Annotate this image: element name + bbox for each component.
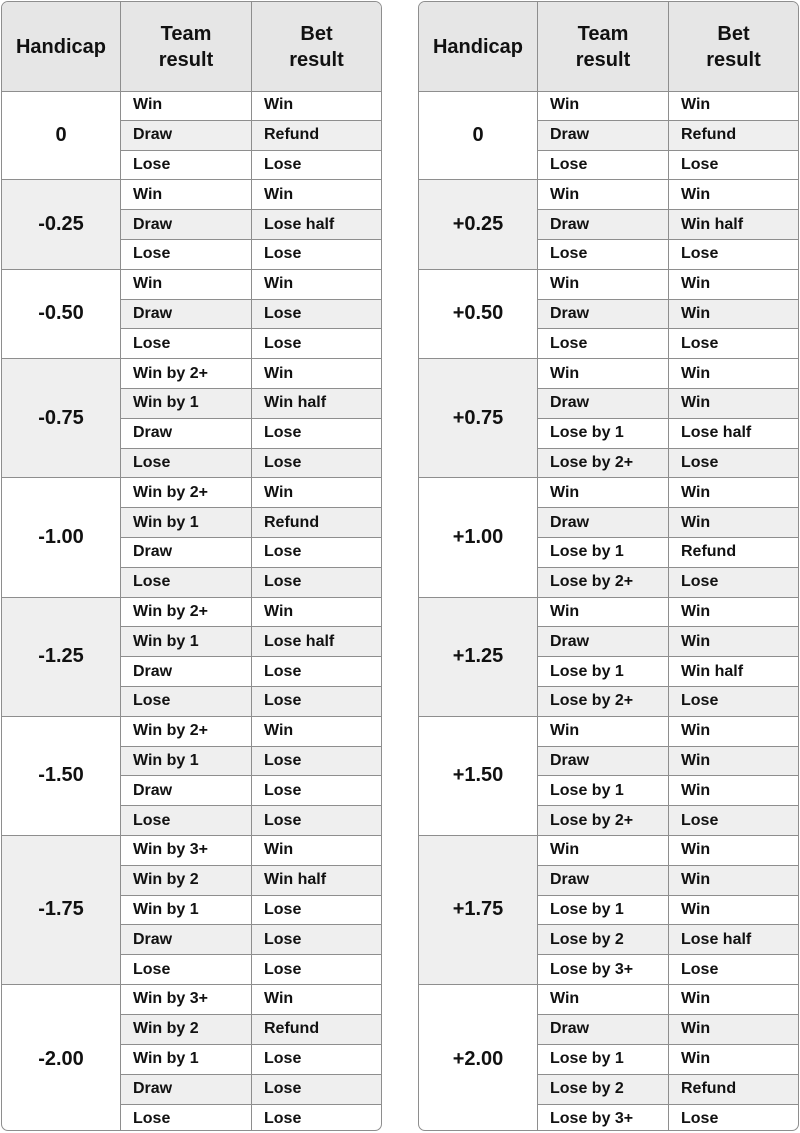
bet-result-cell: Lose half bbox=[681, 424, 752, 442]
handicap-value: 0 bbox=[419, 91, 538, 179]
table-row bbox=[121, 866, 381, 896]
team-result-cell: Win bbox=[121, 91, 252, 120]
result-rows bbox=[121, 985, 381, 1131]
bet-result-cell: Win half bbox=[264, 871, 327, 889]
team-result-cell: Draw bbox=[121, 419, 252, 448]
handicap-value: +1.00 bbox=[419, 478, 538, 596]
handicap-group bbox=[2, 598, 381, 717]
table-row bbox=[538, 270, 798, 300]
table-row bbox=[121, 359, 381, 389]
bet-result-cell: Lose bbox=[264, 1050, 302, 1068]
handicap-group bbox=[419, 478, 798, 597]
table-row bbox=[538, 1075, 798, 1105]
table-row bbox=[121, 985, 381, 1015]
bet-result-cell: Lose half bbox=[264, 632, 335, 650]
handicap-value: 0 bbox=[2, 91, 121, 179]
team-result-cell: Win by 1 bbox=[121, 747, 252, 776]
table-row bbox=[538, 598, 798, 628]
bet-result-cell: Lose bbox=[681, 573, 719, 591]
handicap-value: -0.50 bbox=[2, 270, 121, 358]
team-result-cell: Lose by 2+ bbox=[538, 568, 669, 597]
handicap-table-left bbox=[1, 1, 382, 1131]
team-result-cell: Lose by 2+ bbox=[538, 806, 669, 835]
table-row bbox=[538, 568, 798, 597]
bet-result-cell: Lose bbox=[264, 543, 302, 561]
table-row bbox=[538, 657, 798, 687]
team-result-cell: Win by 1 bbox=[121, 1045, 252, 1074]
handicap-group bbox=[2, 717, 381, 836]
team-result-cell: Lose by 1 bbox=[538, 419, 669, 448]
table-row bbox=[538, 329, 798, 358]
bet-result-cell: Lose bbox=[264, 692, 302, 710]
bet-result-cell: Win bbox=[681, 513, 711, 531]
table-row bbox=[538, 151, 798, 180]
result-rows bbox=[121, 836, 381, 984]
bet-result-cell: Lose bbox=[264, 453, 302, 471]
team-result-cell: Win bbox=[121, 270, 252, 299]
bet-result-cell: Win bbox=[264, 185, 294, 203]
bet-result-cell: Lose half bbox=[681, 930, 752, 948]
handicap-value: +0.50 bbox=[419, 270, 538, 358]
bet-result-cell: Win half bbox=[681, 215, 744, 233]
table-row bbox=[121, 836, 381, 866]
bet-result-cell: Lose bbox=[681, 155, 719, 173]
bet-result-cell: Lose bbox=[264, 245, 302, 263]
team-result-cell: Win by 2+ bbox=[121, 478, 252, 507]
table-row bbox=[121, 508, 381, 538]
team-result-cell: Lose by 1 bbox=[538, 1045, 669, 1074]
bet-result-cell: Lose bbox=[681, 453, 719, 471]
table-row bbox=[538, 389, 798, 419]
bet-result-cell: Win bbox=[681, 185, 711, 203]
table-row bbox=[121, 568, 381, 597]
bet-result-cell: Lose bbox=[681, 692, 719, 710]
handicap-group bbox=[419, 359, 798, 478]
team-result-cell: Draw bbox=[538, 300, 669, 329]
bet-result-cell: Win bbox=[681, 751, 711, 769]
table-row bbox=[538, 866, 798, 896]
handicap-group bbox=[2, 270, 381, 359]
table-row bbox=[121, 329, 381, 358]
team-result-cell: Win bbox=[538, 598, 669, 627]
handicap-group bbox=[2, 359, 381, 478]
bet-result-cell: Lose bbox=[264, 960, 302, 978]
team-result-cell: Win by 1 bbox=[121, 508, 252, 537]
bet-result-cell: Refund bbox=[681, 1080, 737, 1098]
handicap-value: -0.25 bbox=[2, 180, 121, 268]
bet-result-cell: Win bbox=[681, 275, 711, 293]
table-row bbox=[538, 1045, 798, 1075]
bet-result-cell: Lose bbox=[264, 811, 302, 829]
handicap-value: -0.75 bbox=[2, 359, 121, 477]
team-result-cell: Lose by 1 bbox=[538, 896, 669, 925]
team-result-cell: Win by 2+ bbox=[121, 717, 252, 746]
team-result-cell: Win bbox=[538, 359, 669, 388]
table-row bbox=[121, 270, 381, 300]
result-rows bbox=[538, 717, 798, 835]
table-row bbox=[121, 210, 381, 240]
team-result-cell: Lose bbox=[121, 955, 252, 984]
table-row bbox=[121, 687, 381, 716]
team-result-cell: Draw bbox=[121, 776, 252, 805]
handicap-value: +0.25 bbox=[419, 180, 538, 268]
bet-result-cell: Win bbox=[264, 483, 294, 501]
team-result-cell: Win bbox=[538, 985, 669, 1014]
team-result-cell: Lose by 1 bbox=[538, 776, 669, 805]
handicap-table-right bbox=[418, 1, 799, 1131]
table-row bbox=[121, 300, 381, 330]
team-result-cell: Win by 2 bbox=[121, 866, 252, 895]
bet-result-cell: Lose bbox=[264, 930, 302, 948]
table-row bbox=[538, 1015, 798, 1045]
bet-result-cell: Win half bbox=[264, 394, 327, 412]
team-result-cell: Lose bbox=[538, 240, 669, 269]
bet-result-cell: Refund bbox=[681, 543, 737, 561]
handicap-value: -1.75 bbox=[2, 836, 121, 984]
bet-result-cell: Win bbox=[681, 1050, 711, 1068]
team-result-cell: Win bbox=[538, 270, 669, 299]
result-rows bbox=[538, 270, 798, 358]
handicap-value: -1.25 bbox=[2, 598, 121, 716]
team-result-cell: Lose by 2+ bbox=[538, 449, 669, 478]
table-body bbox=[419, 91, 798, 1130]
result-rows bbox=[538, 91, 798, 179]
bet-result-cell: Win bbox=[681, 990, 711, 1008]
table-row bbox=[538, 836, 798, 866]
bet-result-cell: Win bbox=[681, 364, 711, 382]
handicap-group bbox=[2, 985, 381, 1131]
handicap-group bbox=[2, 478, 381, 597]
team-result-cell: Win bbox=[538, 180, 669, 209]
header-team-result: Team result bbox=[121, 2, 252, 91]
team-result-cell: Lose bbox=[121, 806, 252, 835]
bet-result-cell: Win bbox=[681, 304, 711, 322]
bet-result-cell: Lose bbox=[681, 960, 719, 978]
table-row bbox=[538, 627, 798, 657]
team-result-cell: Draw bbox=[121, 300, 252, 329]
table-row bbox=[538, 896, 798, 926]
team-result-cell: Draw bbox=[538, 627, 669, 656]
table-row bbox=[538, 1105, 798, 1131]
bet-result-cell: Lose bbox=[264, 1080, 302, 1098]
bet-result-cell: Refund bbox=[681, 126, 737, 144]
result-rows bbox=[121, 359, 381, 477]
result-rows bbox=[538, 836, 798, 984]
table-row bbox=[121, 1015, 381, 1045]
team-result-cell: Draw bbox=[121, 925, 252, 954]
result-rows bbox=[538, 598, 798, 716]
team-result-cell: Draw bbox=[121, 657, 252, 686]
result-rows bbox=[121, 91, 381, 179]
team-result-cell: Win bbox=[538, 717, 669, 746]
team-result-cell: Win by 2+ bbox=[121, 359, 252, 388]
header-bet-result: Bet result bbox=[706, 22, 761, 71]
result-rows bbox=[121, 180, 381, 268]
team-result-cell: Win by 2 bbox=[121, 1015, 252, 1044]
table-row bbox=[121, 776, 381, 806]
bet-result-cell: Lose bbox=[264, 662, 302, 680]
bet-result-cell: Lose bbox=[264, 573, 302, 591]
handicap-value: +1.25 bbox=[419, 598, 538, 716]
team-result-cell: Lose bbox=[121, 240, 252, 269]
table-row bbox=[121, 449, 381, 478]
team-result-cell: Win bbox=[538, 836, 669, 865]
bet-result-cell: Win bbox=[681, 841, 711, 859]
table-row bbox=[121, 240, 381, 269]
bet-result-cell: Lose bbox=[681, 1110, 719, 1128]
handicap-group bbox=[419, 836, 798, 985]
bet-result-cell: Refund bbox=[264, 1020, 320, 1038]
bet-result-cell: Lose bbox=[264, 1110, 302, 1128]
table-row bbox=[121, 478, 381, 508]
table-row bbox=[538, 121, 798, 151]
team-result-cell: Draw bbox=[121, 538, 252, 567]
bet-result-cell: Win bbox=[681, 781, 711, 799]
bet-result-cell: Win bbox=[264, 275, 294, 293]
bet-result-cell: Lose bbox=[264, 304, 302, 322]
bet-result-cell: Lose half bbox=[264, 215, 335, 233]
team-result-cell: Draw bbox=[121, 1075, 252, 1104]
bet-result-cell: Win bbox=[681, 483, 711, 501]
table-row bbox=[121, 747, 381, 777]
table-header bbox=[419, 2, 798, 92]
handicap-value: -1.50 bbox=[2, 717, 121, 835]
handicap-group bbox=[419, 985, 798, 1131]
team-result-cell: Draw bbox=[538, 389, 669, 418]
team-result-cell: Win bbox=[538, 478, 669, 507]
table-row bbox=[121, 121, 381, 151]
handicap-group bbox=[2, 180, 381, 269]
table-row bbox=[538, 806, 798, 835]
bet-result-cell: Lose bbox=[681, 245, 719, 263]
team-result-cell: Lose bbox=[121, 449, 252, 478]
team-result-cell: Draw bbox=[538, 508, 669, 537]
team-result-cell: Lose by 2 bbox=[538, 1075, 669, 1104]
bet-result-cell: Win bbox=[681, 1020, 711, 1038]
team-result-cell: Win by 1 bbox=[121, 896, 252, 925]
table-row bbox=[538, 776, 798, 806]
team-result-cell: Lose by 1 bbox=[538, 538, 669, 567]
table-row bbox=[538, 359, 798, 389]
table-row bbox=[121, 717, 381, 747]
team-result-cell: Lose by 3+ bbox=[538, 1105, 669, 1131]
table-row bbox=[538, 925, 798, 955]
result-rows bbox=[538, 478, 798, 596]
bet-result-cell: Win bbox=[264, 364, 294, 382]
table-row bbox=[121, 1105, 381, 1131]
table-body bbox=[2, 91, 381, 1130]
handicap-group bbox=[2, 836, 381, 985]
bet-result-cell: Lose bbox=[681, 334, 719, 352]
team-result-cell: Win by 3+ bbox=[121, 985, 252, 1014]
table-row bbox=[121, 925, 381, 955]
table-row bbox=[538, 985, 798, 1015]
team-result-cell: Lose bbox=[121, 329, 252, 358]
table-row bbox=[538, 955, 798, 984]
team-result-cell: Draw bbox=[538, 1015, 669, 1044]
result-rows bbox=[121, 478, 381, 596]
team-result-cell: Win by 1 bbox=[121, 627, 252, 656]
handicap-value: +1.75 bbox=[419, 836, 538, 984]
table-row bbox=[121, 389, 381, 419]
table-row bbox=[538, 449, 798, 478]
team-result-cell: Lose by 1 bbox=[538, 657, 669, 686]
bet-result-cell: Win bbox=[681, 871, 711, 889]
team-result-cell: Draw bbox=[121, 121, 252, 150]
team-result-cell: Win bbox=[538, 91, 669, 120]
bet-result-cell: Lose bbox=[264, 900, 302, 918]
team-result-cell: Lose bbox=[121, 151, 252, 180]
handicap-value: -1.00 bbox=[2, 478, 121, 596]
table-row bbox=[121, 419, 381, 449]
result-rows bbox=[121, 717, 381, 835]
bet-result-cell: Win bbox=[264, 96, 294, 114]
team-result-cell: Lose by 2+ bbox=[538, 687, 669, 716]
table-row bbox=[538, 508, 798, 538]
table-row bbox=[538, 478, 798, 508]
table-row bbox=[538, 91, 798, 121]
table-row bbox=[538, 538, 798, 568]
bet-result-cell: Win bbox=[681, 96, 711, 114]
handicap-group bbox=[419, 717, 798, 836]
team-result-cell: Lose bbox=[121, 568, 252, 597]
team-result-cell: Draw bbox=[538, 866, 669, 895]
handicap-group bbox=[2, 91, 381, 180]
bet-result-cell: Win bbox=[681, 602, 711, 620]
team-result-cell: Lose bbox=[121, 687, 252, 716]
handicap-group bbox=[419, 270, 798, 359]
team-result-cell: Lose bbox=[538, 329, 669, 358]
team-result-cell: Lose by 2 bbox=[538, 925, 669, 954]
bet-result-cell: Win bbox=[264, 722, 294, 740]
team-result-cell: Draw bbox=[538, 210, 669, 239]
table-row bbox=[538, 180, 798, 210]
bet-result-cell: Win bbox=[264, 990, 294, 1008]
handicap-value: -2.00 bbox=[2, 985, 121, 1131]
header-handicap: Handicap bbox=[419, 2, 538, 91]
bet-result-cell: Win bbox=[264, 841, 294, 859]
table-row bbox=[121, 598, 381, 628]
team-result-cell: Win by 1 bbox=[121, 389, 252, 418]
team-result-cell: Draw bbox=[121, 210, 252, 239]
header-handicap: Handicap bbox=[2, 2, 121, 91]
bet-result-cell: Refund bbox=[264, 513, 320, 531]
team-result-cell: Lose bbox=[538, 151, 669, 180]
team-result-cell: Draw bbox=[538, 747, 669, 776]
table-header bbox=[2, 2, 381, 92]
table-row bbox=[121, 538, 381, 568]
table-row bbox=[121, 955, 381, 984]
bet-result-cell: Lose bbox=[264, 424, 302, 442]
result-rows bbox=[121, 598, 381, 716]
table-row bbox=[538, 717, 798, 747]
team-result-cell: Win by 3+ bbox=[121, 836, 252, 865]
table-row bbox=[121, 1045, 381, 1075]
team-result-cell: Win by 2+ bbox=[121, 598, 252, 627]
bet-result-cell: Lose bbox=[264, 751, 302, 769]
bet-result-cell: Win bbox=[681, 900, 711, 918]
header-team-result: Team result bbox=[538, 2, 669, 91]
handicap-group bbox=[419, 598, 798, 717]
table-row bbox=[121, 806, 381, 835]
bet-result-cell: Win bbox=[681, 394, 711, 412]
table-row bbox=[121, 627, 381, 657]
bet-result-cell: Win bbox=[681, 722, 711, 740]
handicap-value: +1.50 bbox=[419, 717, 538, 835]
table-row bbox=[538, 419, 798, 449]
header-bet-result: Bet result bbox=[289, 22, 344, 71]
bet-result-cell: Win bbox=[264, 602, 294, 620]
bet-result-cell: Lose bbox=[264, 334, 302, 352]
team-result-cell: Lose by 3+ bbox=[538, 955, 669, 984]
result-rows bbox=[538, 180, 798, 268]
bet-result-cell: Win half bbox=[681, 662, 744, 680]
result-rows bbox=[121, 270, 381, 358]
bet-result-cell: Lose bbox=[264, 781, 302, 799]
table-row bbox=[121, 896, 381, 926]
bet-result-cell: Lose bbox=[681, 811, 719, 829]
table-row bbox=[121, 151, 381, 180]
bet-result-cell: Refund bbox=[264, 126, 320, 144]
table-row bbox=[538, 240, 798, 269]
bet-result-cell: Lose bbox=[264, 155, 302, 173]
table-row bbox=[121, 91, 381, 121]
table-row bbox=[538, 687, 798, 716]
team-result-cell: Win bbox=[121, 180, 252, 209]
team-result-cell: Lose bbox=[121, 1105, 252, 1131]
handicap-value: +0.75 bbox=[419, 359, 538, 477]
table-row bbox=[538, 300, 798, 330]
bet-result-cell: Win bbox=[681, 632, 711, 650]
table-row bbox=[538, 210, 798, 240]
handicap-value: +2.00 bbox=[419, 985, 538, 1131]
table-row bbox=[538, 747, 798, 777]
handicap-group bbox=[419, 180, 798, 269]
result-rows bbox=[538, 359, 798, 477]
table-row bbox=[121, 1075, 381, 1105]
result-rows bbox=[538, 985, 798, 1131]
handicap-group bbox=[419, 91, 798, 180]
team-result-cell: Draw bbox=[538, 121, 669, 150]
table-row bbox=[121, 180, 381, 210]
table-row bbox=[121, 657, 381, 687]
